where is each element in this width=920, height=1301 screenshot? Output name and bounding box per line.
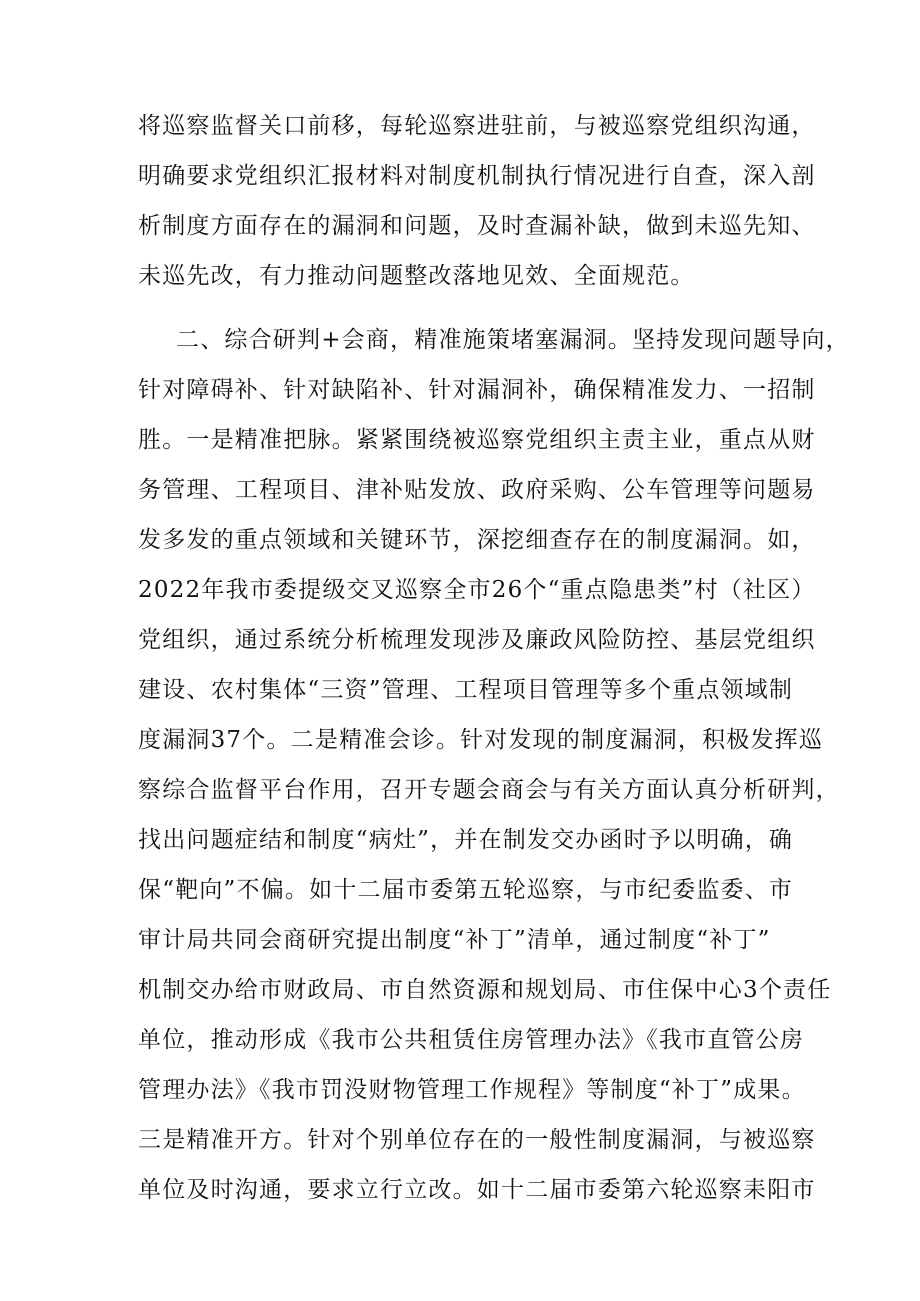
text-line-20: 管理办法》《我市罚没财物管理工作规程》等制度“补丁”成果。	[138, 1077, 806, 1103]
text-line-2: 明确要求党组织汇报材料对制度机制执行情况进行自查，深入剖	[138, 163, 816, 189]
text-line-22: 单位及时沟通，要求立行立改。如十二届市委第六轮巡察耒阳市	[138, 1177, 816, 1203]
text-line-1: 将巡察监督关口前移，每轮巡察进驻前，与被巡察党组织沟通，	[138, 113, 816, 139]
text-line-18: 机制交办给市财政局、市自然资源和规划局、市住保中心3个责任	[138, 977, 832, 1003]
section-heading-line: 二、综合研判+会商，精准施策堵塞漏洞。坚持发现问题导向，	[176, 327, 850, 353]
text-line-11: 党组织，通过系统分析梳理发现涉及廉政风险防控、基层党组织	[138, 627, 816, 653]
text-line-6: 针对障碍补、针对缺陷补、针对漏洞补，确保精准发力、一招制	[138, 377, 816, 403]
text-line-10: 2022年我市委提级交叉巡察全市26个“重点隐患类”村（社区）	[138, 577, 816, 603]
text-line-8: 务管理、工程项目、津补贴发放、政府采购、公车管理等问题易	[138, 477, 816, 503]
text-line-9: 发多发的重点领域和关键环节，深挖细查存在的制度漏洞。如，	[138, 527, 816, 553]
text-line-19: 单位，推动形成《我市公共租赁住房管理办法》《我市直管公房	[138, 1027, 805, 1053]
text-line-21: 三是精准开方。针对个别单位存在的一般性制度漏洞，与被巡察	[138, 1127, 816, 1153]
text-line-3: 析制度方面存在的漏洞和问题，及时查漏补缺，做到未巡先知、	[138, 213, 816, 239]
text-line-12: 建设、农村集体“三资”管理、工程项目管理等多个重点领域制	[138, 677, 794, 703]
text-line-15: 找出问题症结和制度“病灶”，并在制发交办函时予以明确，确	[138, 827, 794, 853]
text-line-4: 未巡先改，有力推动问题整改落地见效、全面规范。	[138, 263, 695, 289]
text-line-14: 察综合监督平台作用，召开专题会商会与有关方面认真分析研判，	[138, 777, 840, 803]
text-line-17: 审计局共同会商研究提出制度“补丁”清单，通过制度“补丁”	[138, 927, 771, 953]
text-line-16: 保“靶向”不偏。如十二届市委第五轮巡察，与市纪委监委、市	[138, 877, 794, 903]
text-line-13: 度漏洞37个。二是精准会诊。针对发现的制度漏洞，积极发挥巡	[138, 727, 824, 753]
text-line-7: 胜。一是精准把脉。紧紧围绕被巡察党组织主责主业，重点从财	[138, 427, 816, 453]
